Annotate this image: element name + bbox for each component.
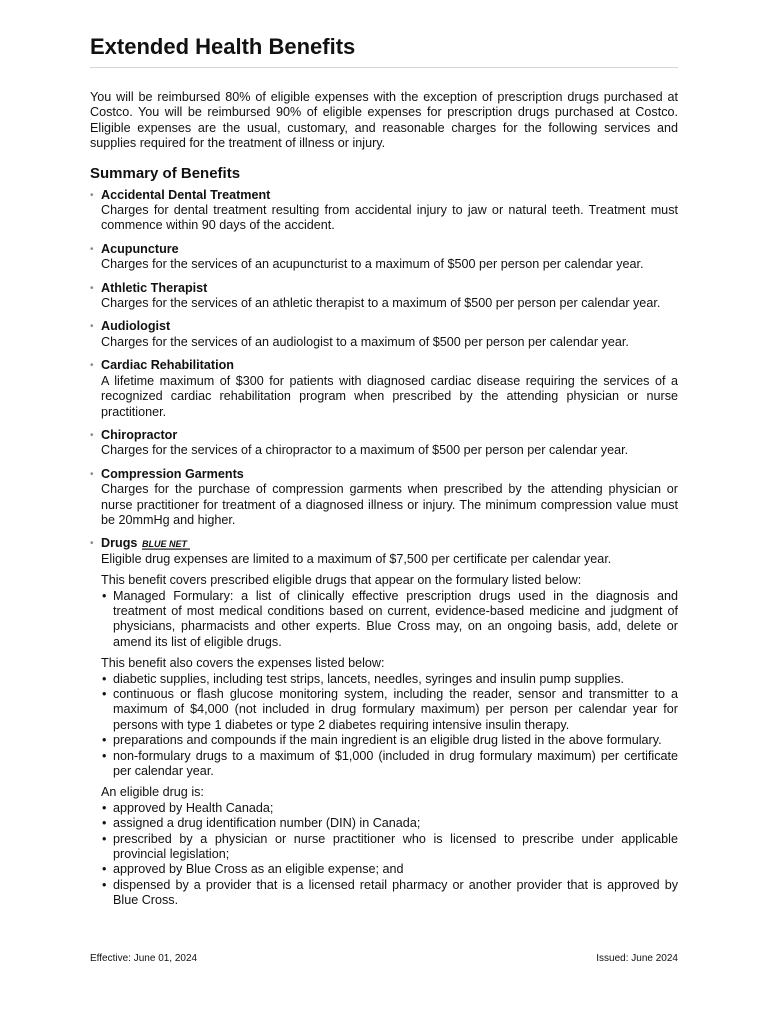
- benefit-item: [90, 428, 678, 459]
- list-item: • approved by Health Canada;: [102, 800, 274, 815]
- benefit-description: Charges for the services of an athletic therapist to a maximum of $500 per person per calendar year.: [101, 296, 661, 311]
- benefit-description: Eligible drug expenses are limited to a maximum of $7,500 per certificate per calendar year.: [101, 551, 612, 566]
- benefit-name: Chiropractor: [101, 427, 178, 442]
- benefit-description: A lifetime maximum of $300 for patients with diagnosed cardiac disease requiring the services of a recognized cardiac rehabilitation program when prescribed by the attending physician or nurse practitioner.: [101, 373, 678, 419]
- list-item: • non-formulary drugs to a maximum of $1,000 (included in drug formulary maximum) per certificate per calendar year.: [102, 748, 678, 779]
- list-item: • approved by Blue Cross as an eligible expense; and: [102, 862, 404, 877]
- benefit-description: Charges for dental treatment resulting from accidental injury to jaw or natural teeth. Treatment must commence within 90 days of the accident.: [101, 203, 678, 233]
- blue-net-logo-icon: [141, 537, 193, 551]
- benefit-description: Charges for the purchase of compression garments when prescribed by the attending physician or nurse practitioner for treatment of a diagnosed illness or injury. The minimum compression value must be 20mmHg and higher.: [101, 482, 678, 527]
- bullet-icon: •: [90, 538, 94, 550]
- footer-issued-date: Issued: June 2024: [596, 953, 678, 964]
- list-item: • assigned a drug identification number (DIN) in Canada;: [102, 816, 421, 831]
- benefit-item-drugs: [90, 536, 678, 908]
- benefit-description: Charges for the services of a chiropractor to a maximum of $500 per person per calendar year.: [101, 443, 629, 458]
- benefit-name: Audiologist: [101, 319, 171, 334]
- eligible-lead: An eligible drug is:: [101, 785, 204, 800]
- formulary-section: [101, 573, 678, 650]
- bullet-icon: •: [90, 243, 94, 255]
- benefit-item: [90, 319, 678, 350]
- benefit-name: Accidental Dental Treatment: [101, 187, 271, 202]
- footer-effective-date: Effective: June 01, 2024: [90, 953, 198, 964]
- expenses-list: [101, 672, 678, 780]
- formulary-lead: This benefit covers prescribed eligible drugs that appear on the formulary listed below:: [101, 573, 582, 588]
- expenses-lead: This benefit also covers the expenses listed below:: [101, 656, 385, 671]
- benefit-item: [90, 281, 678, 312]
- benefit-name: Athletic Therapist: [101, 280, 208, 295]
- benefit-item: [90, 242, 678, 273]
- bullet-icon: •: [90, 282, 94, 294]
- list-item: • dispensed by a provider that is a licensed retail pharmacy or another provider that is approved by Blue Cross.: [102, 877, 678, 908]
- document-page: [90, 34, 678, 917]
- list-item: • Managed Formulary: a list of clinically effective prescription drugs used in the diagnosis and treatment of most medical conditions based on current, evidence-based medicine and judgment of physicians, pharmacists and other experts. Blue Cross may, on an ongoing basis, add, delete or amend its list of eligible drugs.: [102, 588, 678, 649]
- summary-heading: Summary of Benefits: [90, 164, 241, 182]
- expenses-section: [101, 656, 678, 779]
- benefit-item: [90, 467, 678, 529]
- benefit-description: Charges for the services of an audiologist to a maximum of $500 per person per calendar year.: [101, 334, 629, 349]
- list-item: • continuous or flash glucose monitoring system, including the reader, sensor and transmitter to a maximum of $4,000 (not included in drug formulary maximum) per person per calendar year for persons with type 1 diabetes or type 2 diabetes requiring intensive insulin therapy.: [102, 687, 678, 732]
- bullet-icon: •: [90, 429, 94, 441]
- svg-text:BLUE NET: BLUE NET: [142, 539, 188, 550]
- benefit-item: [90, 358, 678, 420]
- benefit-name: Acupuncture: [101, 241, 179, 256]
- benefits-list: [90, 188, 678, 909]
- benefit-item: [90, 188, 678, 234]
- benefit-description: Charges for the services of an acupuncturist to a maximum of $500 per person per calendar year.: [101, 257, 644, 272]
- eligible-section: [101, 785, 678, 908]
- benefit-name: Drugs: [101, 536, 138, 551]
- drugs-heading: [101, 536, 678, 551]
- page-title: Extended Health Benefits: [90, 34, 678, 68]
- list-item: • prescribed by a physician or nurse practitioner who is licensed to prescribe under applicable provincial legislation;: [102, 831, 678, 862]
- eligible-list: [101, 801, 678, 909]
- bullet-icon: •: [90, 189, 94, 201]
- benefit-name: Compression Garments: [101, 466, 244, 481]
- benefit-name: Cardiac Rehabilitation: [101, 358, 234, 373]
- bullet-icon: •: [90, 360, 94, 372]
- bullet-icon: •: [90, 468, 94, 480]
- list-item: • diabetic supplies, including test strips, lancets, needles, syringes and insulin pump supplies.: [102, 671, 625, 686]
- list-item: • preparations and compounds if the main ingredient is an eligible drug listed in the above formulary.: [102, 733, 662, 748]
- intro-paragraph: You will be reimbursed 80% of eligible expenses with the exception of prescription drugs purchased at Costco. You will be reimbursed 90% of eligible expenses for prescription drugs purchased at Costco. Eligible expenses are the usual, customary, and reasonable charges for the following services and supplies required for the treatment of illness or injury.: [90, 90, 678, 151]
- formulary-list: [101, 589, 678, 651]
- bullet-icon: •: [90, 321, 94, 333]
